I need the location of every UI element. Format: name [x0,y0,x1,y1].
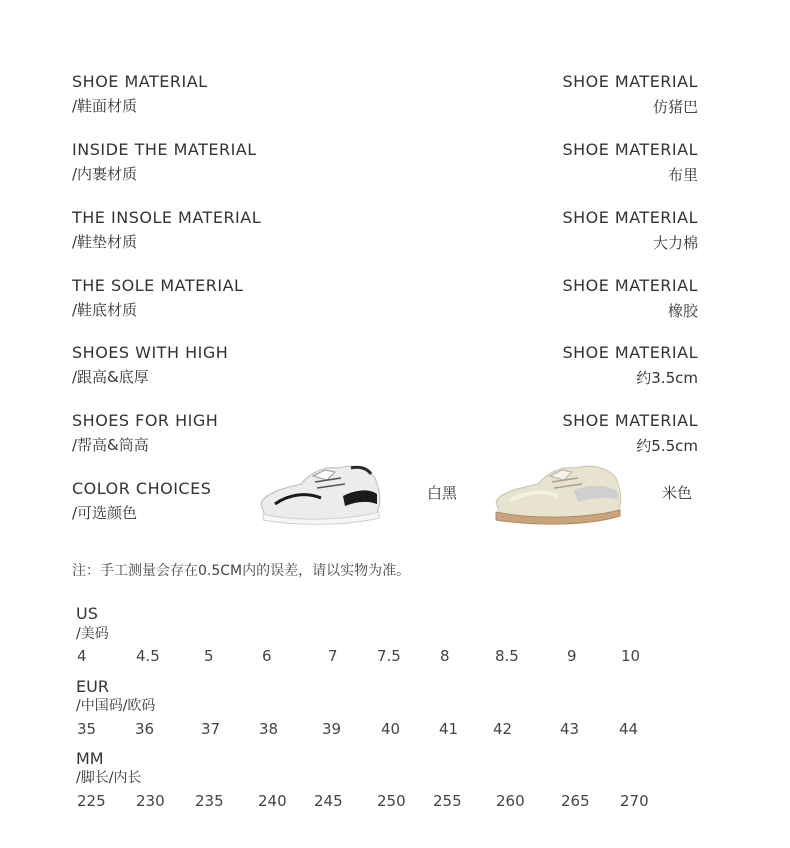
size-value: 9 [567,647,577,665]
spec-label-cn: /跟高&底厚 [72,368,149,386]
spec-row [0,208,790,268]
size-values-eur [0,720,790,740]
size-header-us: US [76,604,98,623]
spec-right-label: SHOE MATERIAL [562,411,698,430]
color-option-label: 米色 [662,484,693,502]
size-value: 42 [493,720,513,738]
size-value: 255 [433,792,462,810]
size-value: 4.5 [136,647,160,665]
shoe-white-black-image[interactable] [255,458,387,526]
size-value: 37 [201,720,221,738]
spec-right-label: SHOE MATERIAL [562,208,698,227]
shoe-beige-image[interactable] [490,458,630,526]
size-value: 38 [259,720,279,738]
size-value: 43 [560,720,580,738]
spec-value: 约3.5cm [636,369,698,387]
size-value: 265 [561,792,590,810]
color-choices-label-en: COLOR CHOICES [72,479,212,498]
size-value: 230 [136,792,165,810]
spec-row [0,72,790,132]
size-subheader-eur: /中国码/欧码 [76,698,156,714]
spec-value: 橡胶 [667,302,698,320]
color-choices-label-cn: /可选颜色 [72,504,138,522]
size-value: 35 [77,720,97,738]
spec-label-cn: /鞋面材质 [72,97,138,115]
size-subheader-mm: /脚长/内长 [76,770,142,786]
spec-label-cn: /内裹材质 [72,165,138,183]
spec-value: 仿猪巴 [652,98,698,116]
size-value: 235 [195,792,224,810]
spec-label-en: THE SOLE MATERIAL [72,276,244,295]
spec-right-label: SHOE MATERIAL [562,140,698,159]
spec-value: 约5.5cm [636,437,698,455]
size-value: 41 [439,720,459,738]
spec-label-en: SHOE MATERIAL [72,72,208,91]
spec-right-label: SHOE MATERIAL [562,72,698,91]
size-value: 6 [262,647,272,665]
spec-right-label: SHOE MATERIAL [562,276,698,295]
spec-label-cn: /鞋垫材质 [72,233,138,251]
size-value: 260 [496,792,525,810]
size-value: 40 [381,720,401,738]
size-value: 10 [621,647,641,665]
spec-label-en: SHOES FOR HIGH [72,411,219,430]
size-value: 8 [440,647,450,665]
size-subheader-us: /美码 [76,626,109,642]
spec-label-cn: /帮高&筒高 [72,436,149,454]
spec-right-label: SHOE MATERIAL [562,343,698,362]
spec-label-en: SHOES WITH HIGH [72,343,229,362]
size-value: 7 [328,647,338,665]
spec-value: 布里 [667,166,698,184]
size-value: 245 [314,792,343,810]
size-value: 36 [135,720,155,738]
spec-row [0,343,790,403]
size-value: 44 [619,720,639,738]
spec-label-en: INSIDE THE MATERIAL [72,140,257,159]
size-value: 4 [77,647,87,665]
size-value: 225 [77,792,106,810]
measurement-note: 注：手工测量会存在0.5CM内的误差，请以实物为准。 [72,563,411,579]
spec-label-cn: /鞋底材质 [72,301,138,319]
size-value: 240 [258,792,287,810]
size-value: 250 [377,792,406,810]
size-value: 39 [322,720,342,738]
size-value: 7.5 [377,647,401,665]
size-values-us [0,647,790,667]
color-option-label: 白黑 [427,484,458,502]
size-value: 5 [204,647,214,665]
spec-label-en: THE INSOLE MATERIAL [72,208,262,227]
size-header-mm: MM [76,749,104,768]
size-value: 270 [620,792,649,810]
size-values-mm [0,792,790,812]
spec-value: 大力棉 [652,234,698,252]
spec-row [0,140,790,200]
size-header-eur: EUR [76,677,109,696]
spec-row [0,276,790,336]
size-value: 8.5 [495,647,519,665]
spec-row [0,411,790,471]
